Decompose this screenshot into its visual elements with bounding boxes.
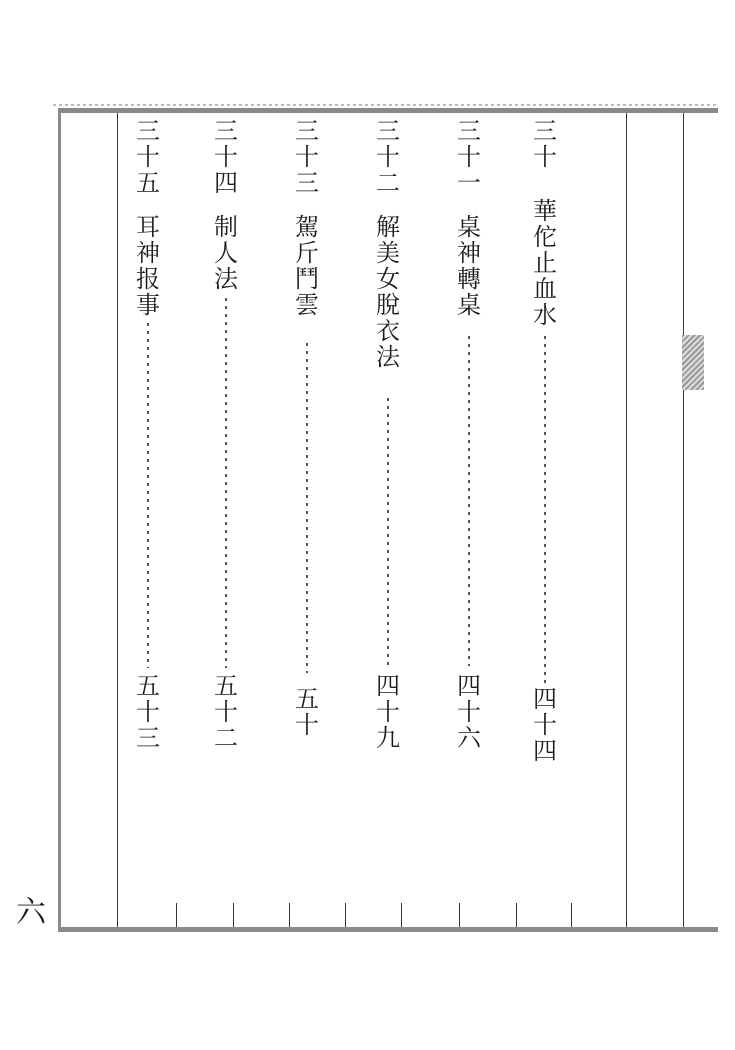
dotted-leader: [306, 343, 308, 673]
entry-title: 駕斤鬥雲: [295, 213, 319, 319]
entry-number: 三十三: [295, 117, 319, 197]
entry-number: 三十二: [376, 117, 400, 197]
entry-page-number: 五十二: [214, 672, 238, 752]
column-divider: [176, 903, 177, 927]
entry-title: 華佗止血水: [533, 197, 557, 329]
left-rule: [117, 113, 118, 927]
entry-page-number: 四十九: [376, 672, 400, 752]
column-divider: [401, 903, 402, 927]
entry-number: 三十: [533, 117, 557, 171]
toc-entry: [208, 118, 244, 778]
entry-page-number: 五十: [295, 685, 319, 739]
right-rule-1: [626, 113, 627, 927]
entry-page-number: 四十六: [457, 672, 481, 752]
entry-page-number: 四十四: [533, 685, 557, 765]
entry-number: 三十四: [214, 117, 238, 197]
column-divider: [516, 903, 517, 927]
toc-entry: [451, 118, 487, 778]
entry-title: 桌神轉桌: [457, 213, 481, 319]
column-divider: [289, 903, 290, 927]
toc-entry: [130, 118, 166, 778]
toc-entry: [527, 118, 563, 778]
column-divider: [459, 903, 460, 927]
dotted-leader: [387, 398, 389, 666]
entry-number: 三十一: [457, 117, 481, 197]
column-divider: [233, 903, 234, 927]
folio-page-number: 六: [16, 895, 46, 930]
entry-title: 耳神报事: [136, 213, 160, 319]
dotted-leader: [468, 336, 470, 666]
edge-tab-mark: [682, 335, 704, 390]
dotted-leader: [225, 298, 227, 668]
entry-title: 制人法: [214, 213, 238, 293]
column-divider: [345, 903, 346, 927]
entry-page-number: 五十三: [136, 672, 160, 752]
dotted-leader: [544, 336, 546, 684]
toc-entry: [289, 118, 325, 778]
column-divider: [571, 903, 572, 927]
entry-number: 三十五: [136, 117, 160, 197]
entry-title: 解美女脫衣法: [376, 213, 400, 371]
right-rule-2: [683, 113, 684, 927]
toc-entry: [370, 118, 406, 778]
dotted-leader: [147, 323, 149, 668]
